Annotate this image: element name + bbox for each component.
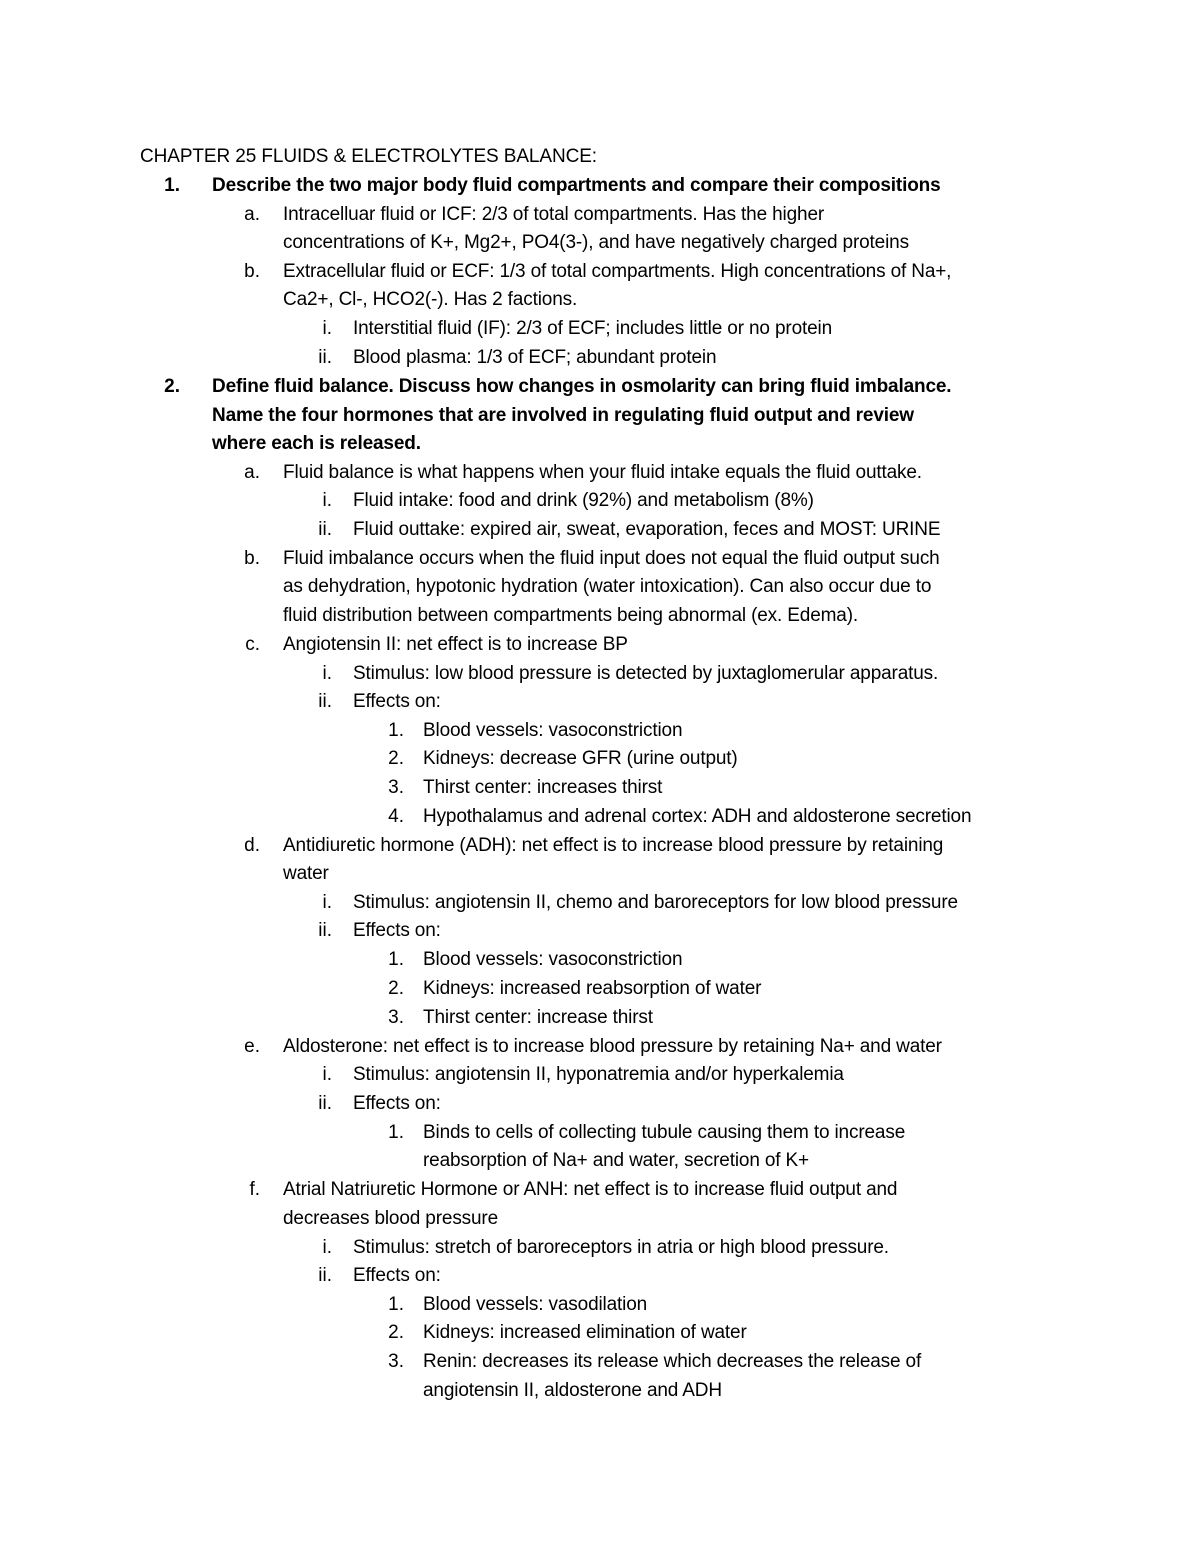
q2-f-line1: Atrial Natriuretic Hormone or ANH: net effect is to increase fluid output and <box>283 1179 898 1200</box>
q2-d-line2: water <box>283 863 329 884</box>
q2-f-i-marker: i. <box>322 1237 332 1258</box>
q2-d-effect1-marker: 1. <box>388 949 404 970</box>
q1-b-marker: b. <box>244 261 260 282</box>
q2-prompt-line3: where each is released. <box>212 433 421 454</box>
q2-a-i-marker: i. <box>322 490 332 511</box>
q2-e-ii-marker: ii. <box>318 1093 332 1114</box>
q2-a-ii-marker: ii. <box>318 519 332 540</box>
q2-f-ii-marker: ii. <box>318 1265 332 1286</box>
q2-f-effect2-marker: 2. <box>388 1322 404 1343</box>
q2-e-effect1-line1: Binds to cells of collecting tubule causing them to increase <box>423 1122 906 1143</box>
q2-c-effect3-text: Thirst center: increases thirst <box>423 777 663 798</box>
q2-c-ii-text: Effects on: <box>353 691 441 712</box>
q2-c-effect3-marker: 3. <box>388 777 404 798</box>
q2-d-ii-text: Effects on: <box>353 920 441 941</box>
q1-b-ii-text: Blood plasma: 1/3 of ECF; abundant protein <box>353 347 717 368</box>
q2-f-ii-text: Effects on: <box>353 1265 441 1286</box>
q2-b-line3: fluid distribution between compartments being abnormal (ex. Edema). <box>283 605 859 626</box>
q2-d-i-marker: i. <box>322 892 332 913</box>
q2-b-line1: Fluid imbalance occurs when the fluid input does not equal the fluid output such <box>283 548 940 569</box>
q2-b-line2: as dehydration, hypotonic hydration (water intoxication). Can also occur due to <box>283 576 932 597</box>
q2-f-effect1-marker: 1. <box>388 1294 404 1315</box>
q1-a-line1: Intracelluar fluid or ICF: 2/3 of total compartments. Has the higher <box>283 204 825 225</box>
q2-f-effect3-marker: 3. <box>388 1351 404 1372</box>
q2-d-effect3-marker: 3. <box>388 1007 404 1028</box>
q2-c-effect2-text: Kidneys: decrease GFR (urine output) <box>423 748 738 769</box>
q2-f-effect1-text: Blood vessels: vasodilation <box>423 1294 648 1315</box>
q2-b-marker: b. <box>244 548 260 569</box>
q2-f-effect2-text: Kidneys: increased elimination of water <box>423 1322 747 1343</box>
q2-c-i-text: Stimulus: low blood pressure is detected by juxtaglomerular apparatus. <box>353 663 939 684</box>
q2-c-i-marker: i. <box>322 663 332 684</box>
q2-e-i-marker: i. <box>322 1064 332 1085</box>
q1-b-ii-marker: ii. <box>318 347 332 368</box>
q2-e-marker: e. <box>244 1036 260 1057</box>
q1-a-marker: a. <box>244 204 260 225</box>
q1-a-line2: concentrations of K+, Mg2+, PO4(3-), and have negatively charged proteins <box>283 232 909 253</box>
page-title: CHAPTER 25 FLUIDS & ELECTROLYTES BALANCE: <box>140 146 597 167</box>
q2-c-text: Angiotensin II: net effect is to increase BP <box>283 634 628 655</box>
q2-e-ii-text: Effects on: <box>353 1093 441 1114</box>
q2-c-effect1-marker: 1. <box>388 720 404 741</box>
q2-d-ii-marker: ii. <box>318 920 332 941</box>
q2-prompt-line1: Define fluid balance. Discuss how changes in osmolarity can bring fluid imbalance. <box>212 376 952 397</box>
q2-d-effect3-text: Thirst center: increase thirst <box>423 1007 653 1028</box>
q2-c-effect4-marker: 4. <box>388 806 404 827</box>
q2-a-marker: a. <box>244 462 260 483</box>
q2-c-marker: c. <box>245 634 260 655</box>
q2-f-i-text: Stimulus: stretch of baroreceptors in atria or high blood pressure. <box>353 1237 889 1258</box>
q2-e-effect1-line2: reabsorption of Na+ and water, secretion of K+ <box>423 1150 810 1171</box>
q2-f-effect3-line1: Renin: decreases its release which decreases the release of <box>423 1351 922 1372</box>
q2-a-text: Fluid balance is what happens when your fluid intake equals the fluid outtake. <box>283 462 922 483</box>
q1-b-i-text: Interstitial fluid (IF): 2/3 of ECF; includes little or no protein <box>353 318 833 339</box>
q2-d-marker: d. <box>244 835 260 856</box>
q2-d-line1: Antidiuretic hormone (ADH): net effect is to increase blood pressure by retaining <box>283 835 944 856</box>
q2-e-i-text: Stimulus: angiotensin II, hyponatremia and/or hyperkalemia <box>353 1064 844 1085</box>
q2-f-line2: decreases blood pressure <box>283 1208 499 1229</box>
q2-c-ii-marker: ii. <box>318 691 332 712</box>
q1-b-line1: Extracellular fluid or ECF: 1/3 of total compartments. High concentrations of Na+, <box>283 261 952 282</box>
q2-a-ii-text: Fluid outtake: expired air, sweat, evaporation, feces and MOST: URINE <box>353 519 941 540</box>
q2-c-effect4-text: Hypothalamus and adrenal cortex: ADH and aldosterone secretion <box>423 806 972 827</box>
q2-c-effect2-marker: 2. <box>388 748 404 769</box>
q2-d-effect2-text: Kidneys: increased reabsorption of water <box>423 978 762 999</box>
q1-number: 1. <box>164 175 180 196</box>
q1-b-i-marker: i. <box>322 318 332 339</box>
q2-f-marker: f. <box>249 1179 260 1200</box>
q2-e-text: Aldosterone: net effect is to increase blood pressure by retaining Na+ and water <box>283 1036 942 1057</box>
q2-d-effect1-text: Blood vessels: vasoconstriction <box>423 949 683 970</box>
q2-e-effect1-marker: 1. <box>388 1122 404 1143</box>
q2-c-effect1-text: Blood vessels: vasoconstriction <box>423 720 683 741</box>
q2-f-effect3-line2: angiotensin II, aldosterone and ADH <box>423 1380 722 1401</box>
q1-prompt: Describe the two major body fluid compartments and compare their compositions <box>212 175 941 196</box>
q2-a-i-text: Fluid intake: food and drink (92%) and metabolism (8%) <box>353 490 814 511</box>
q2-prompt-line2: Name the four hormones that are involved in regulating fluid output and review <box>212 405 914 426</box>
q2-d-i-text: Stimulus: angiotensin II, chemo and baroreceptors for low blood pressure <box>353 892 958 913</box>
q2-d-effect2-marker: 2. <box>388 978 404 999</box>
q2-number: 2. <box>164 376 180 397</box>
q1-b-line2: Ca2+, Cl-, HCO2(-). Has 2 factions. <box>283 289 578 310</box>
